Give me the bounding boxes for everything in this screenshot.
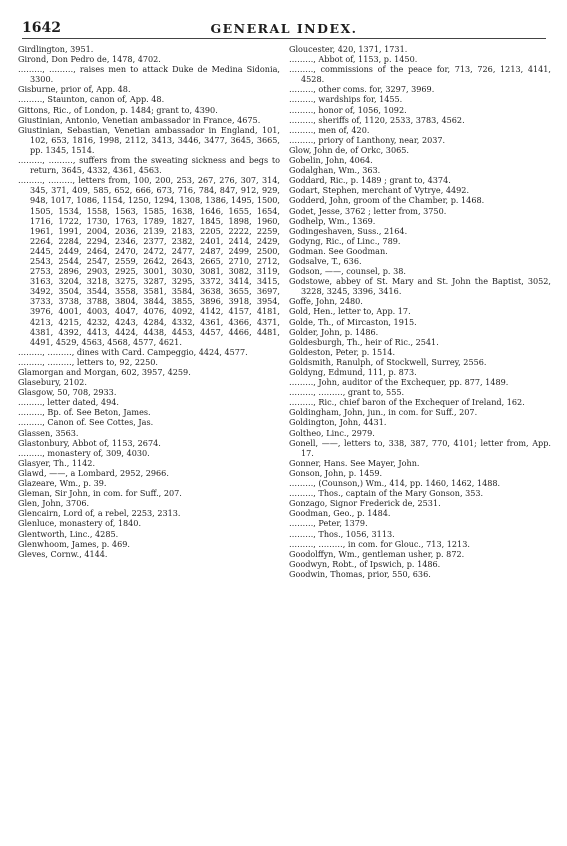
index-entry: Goodwin, Thomas, prior, 550, 636. (289, 568, 431, 579)
index-entry: ………, honor of, 1056, 1092. (289, 104, 407, 115)
index-entry: ………, sheriffs of, 1120, 2533, 3783, 4562. (289, 114, 465, 125)
index-entry: ………, Peter, 1379. (289, 518, 368, 529)
index-entry: Gittons, Ric., of London, p. 1484; grant to, 4390. (18, 104, 218, 115)
index-entry: ………, ………, letters to, 92, 2250. (18, 356, 159, 367)
index-entry: ………, men of, 420. (289, 124, 370, 135)
index-entry: ………, Ric., chief baron of the Exchequer of Ireland, 162. (289, 397, 525, 408)
index-entry: Goodman, Geo., p. 1484. (289, 508, 391, 519)
index-entry: ………, John, auditor of the Exchequer, pp. 877, 1489. (289, 377, 509, 388)
index-entry: Godson, ——, counsel, p. 38. (289, 266, 406, 277)
index-entry: Glamorgan and Morgan, 602, 3957, 4259. (18, 367, 191, 377)
index-entry: ………, Staunton, canon of, App. 48. (18, 94, 165, 105)
index-entry: Gobelin, John, 4064. (289, 155, 373, 166)
index-entry: Godalghan, Wm., 363. (289, 165, 381, 176)
index-entry: Godstowe, abbey of St. Mary and St. John the Baptist, 3052, 3228, 3245, 3396, 3416. (289, 276, 551, 297)
index-entry: Goldingham, John, jun., in com. for Suff., 207. (289, 407, 478, 418)
index-entry: Godderd, John, groom of the Chamber, p. 1468. (289, 195, 485, 206)
index-entry: Gloucester, 420, 1371, 1731. (289, 44, 408, 54)
index-entry: Gonzago, Signor Frederick de, 2531. (289, 498, 441, 509)
index-entry: ………, wardships for, 1455. (289, 94, 403, 105)
index-entry: Giustinian, Antonio, Venetian ambassador in France, 4675. (18, 114, 261, 125)
index-entry: ………, commissions of the peace for, 713, 726, 1213, 4141, 4528. (289, 64, 551, 85)
index-entry: Goldsmith, Ranulph, of Stockwell, Surrey, 2556. (289, 356, 487, 367)
index-entry: ………, other coms. for, 3297, 3969. (289, 84, 435, 95)
index-entry: Glawd, ——, a Lombard, 2952, 2966. (18, 467, 169, 478)
index-entry: ………, letter dated, 494. (18, 397, 119, 408)
index-entry: Goldyng, Edmund, 111, p. 873. (289, 367, 417, 377)
index-entry: ………, ………, grant to, 555. (289, 387, 405, 398)
index-entry: Goldeston, Peter, p. 1514. (289, 346, 396, 357)
index-entry: Glow, John de, of Orkc, 3065. (289, 144, 409, 155)
index-entry: ………, Thos., captain of the Mary Gonson, 353. (289, 488, 484, 499)
index-entry: Godingeshaven, Suss., 2164. (289, 225, 408, 236)
running-title: GENERAL INDEX. (210, 21, 358, 36)
index-entry: ………, ………, raises men to attack Duke de Medina Sidonia, 3300. (18, 64, 280, 85)
index-column-left (18, 44, 280, 559)
index-entry: Glenluce, monastery of, 1840. (18, 518, 142, 529)
index-entry: Godsalve, T., 636. (289, 255, 362, 266)
index-entry: Goddard, Ric., p. 1489 ; grant to, 4374. (289, 175, 451, 186)
index-entry: Glen, John, 3706. (18, 498, 90, 509)
index-entry: Goldesburgh, Th., heir of Ric., 2541. (289, 336, 439, 347)
index-entry: ………, ………, in com. for Glouc., 713, 1213. (289, 538, 470, 549)
index-entry: Giustinian, Sebastian, Venetian ambassador in England, 101, 102, 653, 1816, 1998, 2112, 3413, 3446, 3477, 3645, 3665, pp. 1345, 1514. (18, 124, 280, 155)
index-entry: Goltheo, Linc., 2979. (289, 427, 375, 438)
index-entry: Goodolffyn, Wm., gentleman usher, p. 872. (289, 548, 465, 559)
index-entry: Gleves, Cornw., 4144. (18, 548, 108, 559)
index-entry: Gisburne, prior of, App. 48. (18, 84, 131, 95)
index-entry: Glasgow, 50, 708, 2933. (18, 387, 117, 398)
index-entry: ………, ………, letters from, 100, 200, 253, 267, 276, 307, 314, 345, 371, 409, 585, 652, 666, 673, 716, 784, 847, 912, 929, 948, 1017, 1086, 1154, 1250, 1294, 1308, 1386, 1495, 1500, 1505, 1534, 1558, 1563, 1585, 1638, 1646, 1655, 1654, 1716, 1722, 1730, 1763, 1789, 1827, 1845, 1898, 1960, 1961, 1991, 2004, 2036, 2139, 2183, 2205, 2222, 2259, 2264, 2284, 2294, 2346, 2377, 2382, 2401, 2414, 2429, 2445, 2449, 2464, 2470, 2472, 2477, 2487, 2499, 2500, 2543, 2544, 2547, 2559, 2642, 2643, 2665, 2710, 2712, 2753, 2896, 2903, 2925, 3001, 3030, 3081, 3082, 3119, 3163, 3204, 3218, 3275, 3287, 3295, 3372, 3414, 3415, 3492, 3504, 3544, 3558, 3581, 3584, 3638, 3655, 3697, 3733, 3738, 3788, 3804, 3844, 3855, 3896, 3918, 3954, 3976, 4001, 4003, 4047, 4076, 4092, 4142, 4157, 4181, 4213, 4215, 4232, 4243, 4284, 4332, 4361, 4366, 4371, 4381, 4392, 4413, 4424, 4438, 4453, 4457, 4466, 4481, 4491, 4529, 4563, 4568, 4577, 4621. (18, 175, 280, 347)
index-entry: Godman. See Goodman. (289, 245, 388, 256)
index-entry: Golder, John, p. 1486. (289, 326, 379, 337)
index-entry: Girdlington, 3951. (18, 44, 94, 54)
index-entry: Godart, Stephen, merchant of Vytrye, 4492. (289, 185, 470, 196)
index-entry: ………, ………, suffers from the sweating sickness and begs to return, 3645, 4332, 4361, 4563. (18, 155, 280, 176)
index-column-right (289, 44, 551, 579)
index-entry: Glencairn, Lord of, a rebel, 2253, 2313. (18, 508, 181, 519)
index-entry: ………, Abbot of, 1153, p. 1450. (289, 54, 418, 65)
index-entry: Gold, Hen., letter to, App. 17. (289, 306, 411, 317)
index-entry: Goffe, John, 2480. (289, 296, 363, 307)
index-entry: Gonell, ——, letters to, 338, 387, 770, 4101; letter from, App. 17. (289, 437, 551, 458)
index-entry: Godet, Jesse, 3762 ; letter from, 3750. (289, 205, 447, 216)
page-number: 1642 (22, 20, 61, 36)
index-entry: Gleman, Sir John, in com. for Suff., 207. (18, 488, 182, 499)
index-entry: Gonner, Hans. See Mayer, John. (289, 457, 420, 468)
index-entry: Goodwyn, Robt., of Ipswich, p. 1486. (289, 558, 441, 569)
index-entry: Glassen, 3563. (18, 427, 79, 438)
index-entry: ………, priory of Lanthony, near, 2037. (289, 134, 446, 145)
index-entry: ………, (Counson,) Wm., 414, pp. 1460, 1462, 1488. (289, 478, 501, 489)
index-entry: Glazeare, Wm., p. 39. (18, 478, 107, 489)
index-entry: ………, ………, dines with Card. Campeggio, 4424, 4577. (18, 346, 248, 357)
index-entry: Glenwhoom, James, p. 469. (18, 538, 130, 549)
index-entry: ………, Thos., 1056, 3113. (289, 528, 395, 539)
index-entry: ………, Canon of. See Cottes, Jas. (18, 417, 154, 428)
index-entry: Girond, Don Pedro de, 1478, 4702. (18, 54, 161, 65)
index-entry: Goldington, John, 4431. (289, 417, 387, 428)
index-entry: Godhelp, Wm., 1369. (289, 215, 376, 226)
index-entry: Glentworth, Linc., 4285. (18, 528, 119, 539)
index-entry: Glasebury, 2102. (18, 377, 87, 388)
index-entry: ………, monastery of, 309, 4030. (18, 447, 150, 458)
index-entry: Godyng, Ric., of Linc., 789. (289, 235, 401, 246)
index-entry: ………, Bp. of. See Beton, James. (18, 407, 151, 418)
index-entry: Glasyer, Th., 1142. (18, 457, 96, 468)
page-header (22, 20, 546, 39)
index-entry: Golde, Th., of Mircaston, 1915. (289, 316, 417, 327)
index-entry: Gonson, John, p. 1459. (289, 467, 383, 478)
index-entry: Glastonbury, Abbot of, 1153, 2674. (18, 437, 161, 448)
